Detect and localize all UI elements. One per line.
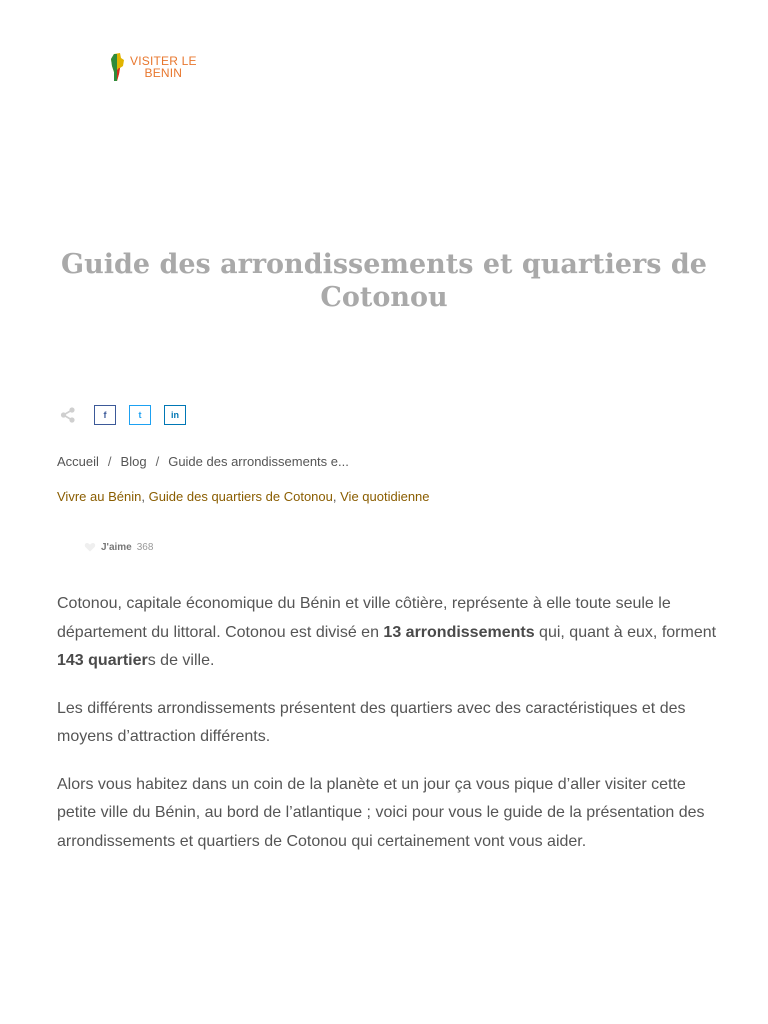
- paragraph-text: qui, quant à eux, forment: [534, 623, 717, 641]
- logo-text-line1: VISITER LE: [130, 54, 197, 68]
- like-count: 368: [136, 541, 154, 553]
- category-link-vivre-au-benin[interactable]: Vivre au Bénin: [57, 489, 142, 504]
- facebook-icon: f: [103, 410, 107, 420]
- breadcrumb-separator: /: [107, 454, 112, 469]
- breadcrumb-home-link[interactable]: Accueil: [57, 454, 99, 469]
- breadcrumb-current: Guide des arrondissements e...: [168, 454, 349, 469]
- share-twitter-button[interactable]: [129, 405, 151, 425]
- share-facebook-button[interactable]: [94, 405, 116, 425]
- breadcrumb: [57, 454, 349, 469]
- paragraph-intro: [57, 590, 717, 676]
- share-linkedin-button[interactable]: [164, 405, 186, 425]
- linkedin-icon: in: [171, 410, 179, 420]
- article-content: [57, 590, 717, 875]
- category-separator: ,: [332, 489, 337, 504]
- site-logo[interactable]: [108, 52, 197, 82]
- page-title: Guide des arrondissements et quartiers de Cotonou: [61, 249, 707, 313]
- logo-text: [130, 55, 197, 79]
- breadcrumb-separator: /: [155, 454, 160, 469]
- logo-text-line2: BENIN: [144, 66, 183, 80]
- breadcrumb-blog-link[interactable]: Blog: [120, 454, 147, 469]
- share-icon[interactable]: [60, 407, 76, 423]
- share-bar: [60, 405, 199, 425]
- like-button[interactable]: [84, 541, 153, 553]
- category-link-vie-quotidienne[interactable]: Vie quotidienne: [340, 489, 430, 504]
- twitter-icon: t: [138, 410, 142, 420]
- heart-icon: [84, 541, 96, 553]
- benin-map-logo-icon: [108, 52, 126, 82]
- category-separator: ,: [141, 489, 145, 504]
- bold-text-quartiers: 143 quartier: [57, 652, 148, 669]
- bold-text-arrondissements: 13 arrondissements: [383, 623, 535, 641]
- like-label: J'aime: [101, 541, 132, 553]
- paragraph-guide: Alors vous habitez dans un coin de la planète et un jour ça vous pique d’aller visiter cette petite ville du Bénin, au bord de l’atlantique ; voici pour vous le guide de la présentation des arrondissements et quartiers de Cotonou qui certainement vont vous aider.: [57, 775, 705, 850]
- post-categories: [57, 489, 430, 504]
- paragraph-text: Cotonou, capitale économique du Bénin et ville côtière, représente à elle toute seule le département du littoral. Cotonou est divisé en: [57, 595, 671, 641]
- paragraph-characteristics: Les différents arrondissements présentent des quartiers avec des caractéristiques et des moyens d’attraction différents.: [57, 699, 686, 745]
- category-link-guide-quartiers[interactable]: Guide des quartiers de Cotonou: [148, 489, 333, 504]
- paragraph-text: s de ville.: [147, 652, 215, 669]
